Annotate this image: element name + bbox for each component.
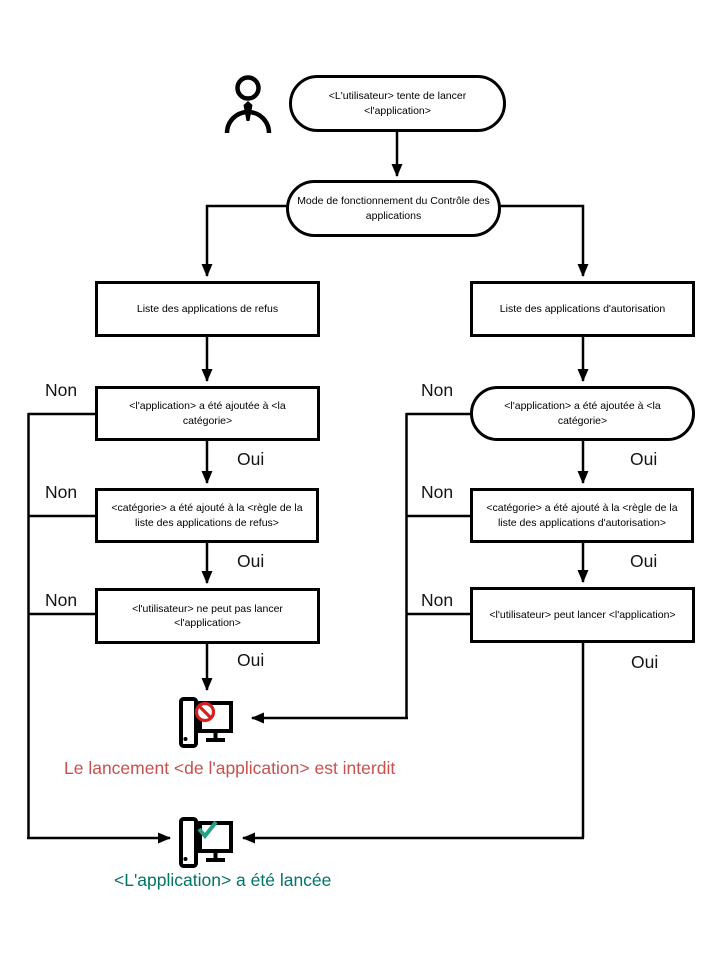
node-allow-list — [470, 281, 695, 337]
node-deny-category-in-rule — [95, 488, 319, 543]
node-deny-user-label: <l'utilisateur> ne peut pas lancer <l'application> — [132, 602, 283, 629]
branch-label-yes: Oui — [631, 652, 659, 672]
node-allow-category-in-rule — [470, 488, 694, 543]
branch-label-no: Non — [421, 482, 454, 502]
computer-launched-icon — [178, 816, 234, 872]
node-deny-list — [95, 281, 320, 337]
computer-blocked-icon — [178, 696, 234, 752]
node-allow-cat-label: <catégorie> a été ajouté à la <règle de la liste des applications d'autorisation> — [486, 502, 678, 529]
branch-label-yes: Oui — [237, 551, 265, 571]
branch-label-no: Non — [421, 380, 454, 400]
branch-label-no: Non — [421, 590, 454, 610]
node-deny-cat-label: <catégorie> a été ajouté à la <règle de la liste des applications de refus> — [111, 502, 303, 529]
node-allow-user-label: <l'utilisateur> peut lancer <l'application> — [489, 608, 676, 621]
node-deny-app-in-category — [95, 386, 320, 441]
node-start-label: <L'utilisateur> tente de lancer <l'application> — [328, 90, 467, 117]
result-text-launched: <L'application> a été lancée — [114, 870, 332, 890]
user-icon — [222, 74, 274, 136]
node-allow-app-in-category — [470, 386, 695, 441]
node-allow-app-label: <l'application> a été ajoutée à <la catégorie> — [504, 400, 661, 427]
node-user-can-launch — [470, 587, 695, 643]
node-mode — [286, 180, 501, 237]
node-allow-list-label: Liste des applications d'autorisation — [499, 302, 666, 315]
node-start — [289, 75, 506, 132]
node-mode-label: Mode de fonctionnement du Contrôle des applications — [297, 195, 490, 222]
branch-label-yes: Oui — [630, 551, 658, 571]
node-deny-list-label: Liste des applications de refus — [136, 302, 279, 315]
branch-label-yes: Oui — [237, 650, 265, 670]
branch-label-yes: Oui — [237, 449, 265, 469]
result-text-forbidden: Le lancement <de l'application> est interdit — [64, 758, 396, 778]
branch-label-no: Non — [45, 380, 78, 400]
node-user-cannot-launch — [95, 588, 320, 644]
branch-label-no: Non — [45, 590, 78, 610]
branch-label-yes: Oui — [630, 449, 658, 469]
branch-label-no: Non — [45, 482, 78, 502]
node-deny-app-label: <l'application> a été ajoutée à <la catégorie> — [129, 400, 286, 427]
